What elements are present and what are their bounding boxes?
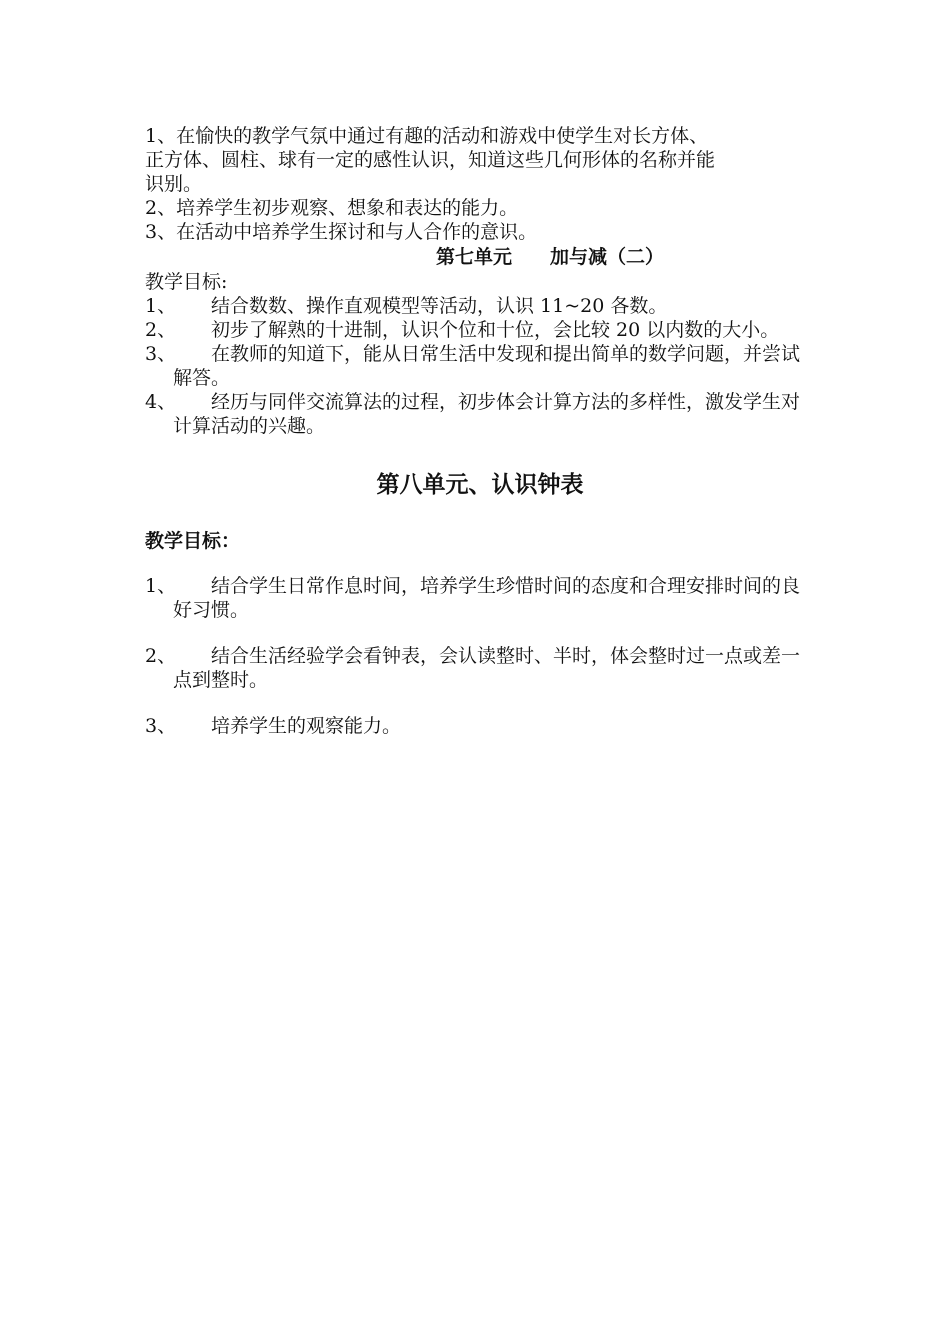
list-number: 2、 xyxy=(145,319,177,341)
section-8 xyxy=(145,470,815,738)
list-text: 经历与同伴交流算法的过程，初步体会计算方法的多样性，激发学生对计算活动的兴趣。 xyxy=(173,391,801,437)
list-number: 1、 xyxy=(145,295,177,317)
section-6-goals xyxy=(145,124,815,244)
list-item xyxy=(145,714,815,738)
document-content xyxy=(145,124,815,738)
paragraph-line: 2、培养学生初步观察、想象和表达的能力。 xyxy=(145,197,519,219)
section-8-goals-label: 教学目标： xyxy=(145,530,241,552)
paragraph-line: 3、在活动中培养学生探讨和与人合作的意识。 xyxy=(145,221,538,243)
section-7 xyxy=(145,244,815,438)
section-7-title: 第七单元 加与减（二） xyxy=(436,246,665,268)
paragraph-line: 1、在愉快的教学气氛中通过有趣的活动和游戏中使学生对长方体、 xyxy=(145,125,709,147)
list-text: 结合数数、操作直观模型等活动，认识 11~20 各数。 xyxy=(211,295,668,317)
list-number: 3、 xyxy=(145,715,177,737)
list-text: 培养学生的观察能力。 xyxy=(211,715,402,737)
list-text: 初步了解熟的十进制，认识个位和十位，会比较 20 以内数的大小。 xyxy=(211,319,780,341)
list-number: 1、 xyxy=(145,575,177,597)
list-number: 3、 xyxy=(145,343,177,365)
paragraph-line: 正方体、圆柱、球有一定的感性认识，知道这些几何形体的名称并能 xyxy=(145,149,716,171)
section-8-list xyxy=(145,574,815,738)
list-text: 结合学生日常作息时间，培养学生珍惜时间的态度和合理安排时间的良好习惯。 xyxy=(173,575,801,621)
list-text: 在教师的知道下，能从日常生活中发现和提出简单的数学问题，并尝试解答。 xyxy=(173,343,801,389)
list-item xyxy=(145,294,815,318)
section-8-title: 第八单元、认识钟表 xyxy=(376,471,584,498)
list-item xyxy=(145,390,815,438)
list-number: 4、 xyxy=(145,391,177,413)
list-item xyxy=(145,644,815,692)
paragraph-line: 识别。 xyxy=(145,173,203,195)
list-item xyxy=(145,574,815,622)
list-item xyxy=(145,342,815,390)
list-item xyxy=(145,318,815,342)
list-text: 结合生活经验学会看钟表，会认读整时、半时，体会整时过一点或差一点到整时。 xyxy=(173,645,801,691)
list-number: 2、 xyxy=(145,645,177,667)
section-7-goals-label: 教学目标: xyxy=(145,271,228,293)
